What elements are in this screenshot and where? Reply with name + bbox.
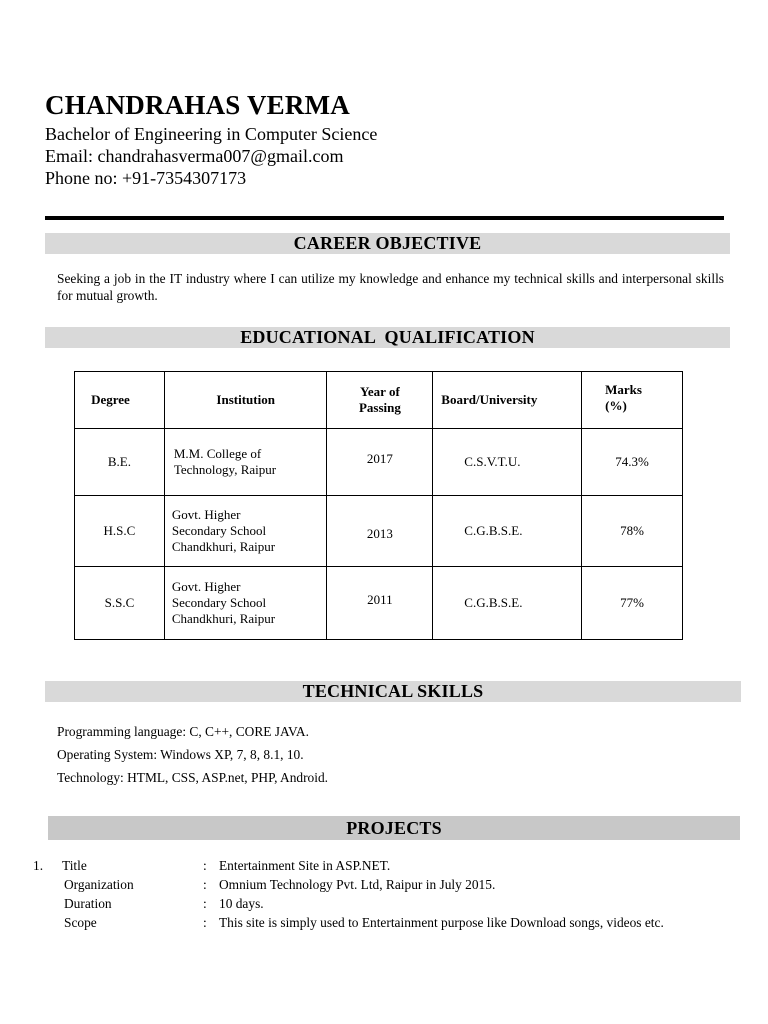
email-line: Email: chandrahasverma007@gmail.com (45, 146, 344, 166)
project-field-sep: : (203, 858, 207, 873)
skill-item: Programming language: C, C++, CORE JAVA. (57, 724, 309, 739)
header-marks: Marks (%) (582, 372, 683, 429)
project-field-sep: : (203, 877, 207, 892)
project-field-value: 10 days. (219, 896, 264, 911)
year-cell: 2013 (327, 496, 433, 567)
project-field-label: Duration (64, 896, 112, 911)
education-table (74, 371, 683, 640)
project-field-sep: : (203, 896, 207, 911)
career-objective-heading (45, 233, 730, 254)
table-header-row (75, 372, 683, 429)
board-cell: C.G.B.S.E. (433, 496, 582, 567)
skill-item: Technology: HTML, CSS, ASP.net, PHP, Android. (57, 770, 328, 785)
skill-item: Operating System: Windows XP, 7, 8, 8.1, 10. (57, 747, 304, 762)
table-row (75, 429, 683, 496)
project-number: 1. (33, 858, 44, 873)
year-cell: 2017 (327, 429, 433, 496)
project-field-value: Omnium Technology Pvt. Ltd, Raipur in July 2015. (219, 877, 496, 892)
board-cell: C.G.B.S.E. (433, 567, 582, 640)
header-year: Year of Passing (327, 372, 433, 429)
technical-skills-title: TECHNICAL SKILLS (302, 681, 484, 701)
degree-cell: S.S.C (75, 567, 165, 640)
table-row (75, 496, 683, 567)
header-degree: Degree (75, 372, 165, 429)
header-rule (45, 216, 724, 220)
degree-line: Bachelor of Engineering in Computer Science (45, 124, 378, 144)
degree-cell: H.S.C (75, 496, 165, 567)
career-objective-text: Seeking a job in the IT industry where I can utilize my knowledge and enhance my technical skills and interpersonal skills for mutual growth. (57, 271, 724, 303)
table-row (75, 567, 683, 640)
header-board: Board/University (433, 372, 582, 429)
board-cell: C.S.V.T.U. (433, 429, 582, 496)
education-heading (45, 327, 730, 348)
phone-line: Phone no: +91-7354307173 (45, 168, 247, 188)
institution-cell: Govt. Higher Secondary School Chandkhuri, Raipur (164, 496, 327, 567)
header-institution: Institution (164, 372, 327, 429)
marks-cell: 77% (582, 567, 683, 640)
candidate-name: CHANDRAHAS VERMA (45, 90, 350, 120)
career-objective-title: CAREER OBJECTIVE (293, 233, 482, 253)
project-field-label: Organization (64, 877, 134, 892)
projects-heading (48, 816, 740, 840)
year-cell: 2011 (327, 567, 433, 640)
institution-cell: Govt. Higher Secondary School Chandkhuri, Raipur (164, 567, 327, 640)
project-field-label: Scope (64, 915, 97, 930)
technical-skills-heading (45, 681, 741, 702)
marks-cell: 74.3% (582, 429, 683, 496)
education-title: EDUCATIONAL QUALIFICATION (240, 327, 535, 347)
projects-title: PROJECTS (346, 817, 442, 838)
degree-cell: B.E. (75, 429, 165, 496)
project-field-value: This site is simply used to Entertainment purpose like Download songs, videos etc. (219, 915, 664, 930)
project-field-value: Entertainment Site in ASP.NET. (219, 858, 391, 873)
project-field-label: Title (62, 858, 87, 873)
institution-cell: M.M. College of Technology, Raipur (164, 429, 327, 496)
marks-cell: 78% (582, 496, 683, 567)
project-field-sep: : (203, 915, 207, 930)
